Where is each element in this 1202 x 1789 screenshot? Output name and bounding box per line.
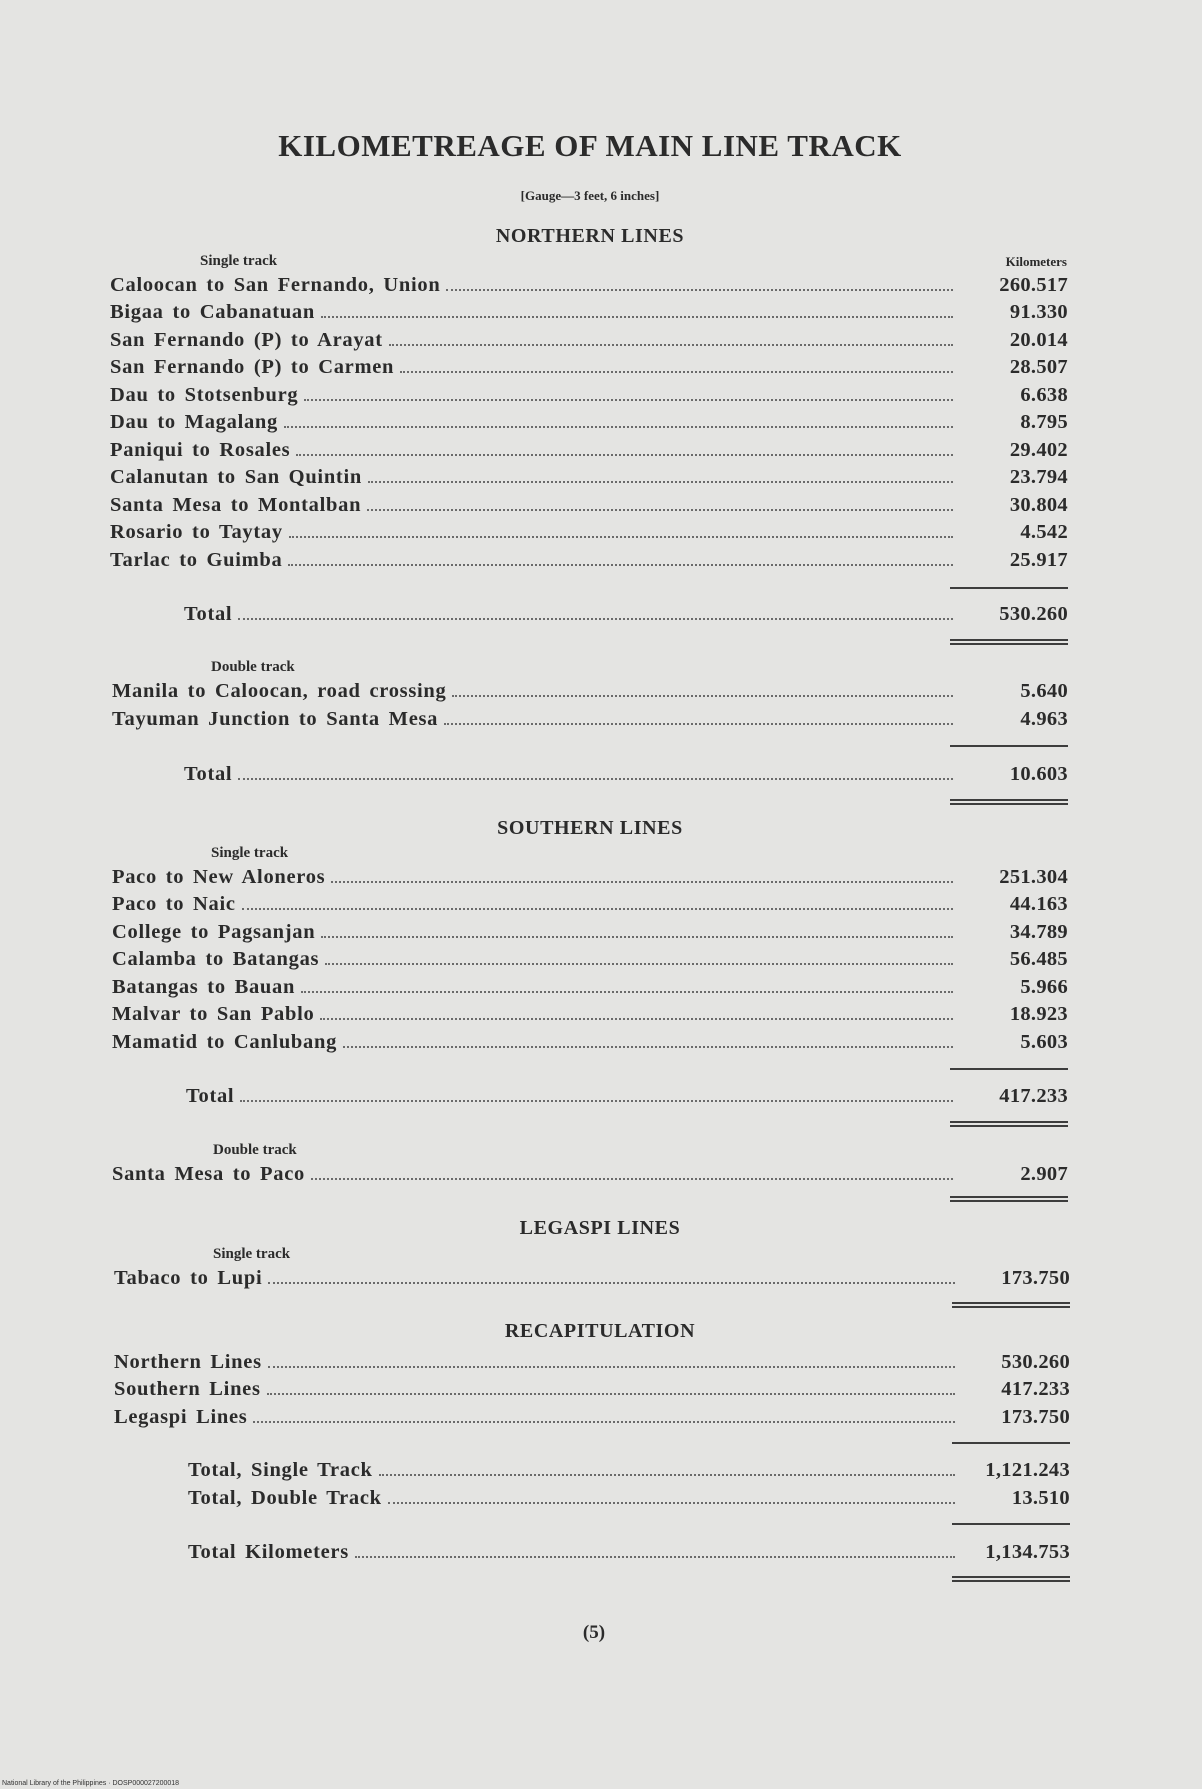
scan-credit: National Library of the Philippines · DOSP000027200018 (2, 1780, 180, 1787)
subtotal-rule (950, 745, 1068, 747)
total-double-rule (952, 1576, 1070, 1582)
total-row: Total, Single Track 1,121.243 (188, 1459, 1070, 1481)
total-row: Total 417.233 (186, 1085, 1068, 1107)
table-row: San Fernando (P) to Carmen 28.507 (110, 356, 1068, 378)
table-row: Paco to New Aloneros 251.304 (112, 866, 1068, 888)
northern-double-label: Double track (211, 659, 295, 675)
table-row: Mamatid to Canlubang 5.603 (112, 1031, 1068, 1053)
total-double-rule (950, 799, 1068, 805)
total-row: Total 10.603 (184, 763, 1068, 785)
total-double-rule (950, 639, 1068, 645)
northern-single-label: Single track (200, 253, 278, 269)
total-double-rule (952, 1302, 1070, 1308)
table-row: Tarlac to Guimba 25.917 (110, 549, 1068, 571)
table-row: Santa Mesa to Montalban 30.804 (110, 494, 1068, 516)
table-row: Northern Lines 530.260 (114, 1351, 1070, 1373)
page-title: KILOMETREAGE OF MAIN LINE TRACK (278, 128, 902, 163)
table-row: Southern Lines 417.233 (114, 1378, 1070, 1400)
table-row: Dau to Stotsenburg 6.638 (110, 384, 1068, 406)
subtotal-rule (950, 1068, 1068, 1070)
table-row: Legaspi Lines 173.750 (114, 1406, 1070, 1428)
recapitulation-heading: RECAPITULATION (504, 1320, 696, 1342)
subtotal-rule (952, 1442, 1070, 1444)
table-row: Calamba to Batangas 56.485 (112, 948, 1068, 970)
legaspi-single-label: Single track (213, 1246, 291, 1262)
total-double-rule (950, 1196, 1068, 1202)
northern-lines-heading: NORTHERN LINES (495, 225, 685, 247)
southern-double-label: Double track (213, 1142, 297, 1158)
table-row: San Fernando (P) to Arayat 20.014 (110, 329, 1068, 351)
table-row: Batangas to Bauan 5.966 (112, 976, 1068, 998)
table-row: Calanutan to San Quintin 23.794 (110, 466, 1068, 488)
grand-total-row: Total Kilometers 1,134.753 (188, 1541, 1070, 1563)
subtotal-rule (952, 1523, 1070, 1525)
table-row: Malvar to San Pablo 18.923 (112, 1003, 1068, 1025)
subtotal-rule (950, 587, 1068, 589)
southern-lines-heading: SOUTHERN LINES (497, 817, 683, 839)
table-row: Dau to Magalang 8.795 (110, 411, 1068, 433)
total-row: Total 530.260 (184, 603, 1068, 625)
southern-single-label: Single track (211, 845, 289, 861)
legaspi-lines-heading: LEGASPI LINES (519, 1217, 681, 1239)
table-row: Manila to Caloocan, road crossing 5.640 (112, 680, 1068, 702)
table-row: Tabaco to Lupi 173.750 (114, 1267, 1070, 1289)
table-row: College to Pagsanjan 34.789 (112, 921, 1068, 943)
kilometers-column-header: Kilometers (1005, 254, 1067, 269)
total-row: Total, Double Track 13.510 (188, 1487, 1070, 1509)
page-number: (5) (582, 1622, 606, 1643)
table-row: Santa Mesa to Paco 2.907 (112, 1163, 1068, 1185)
table-row: Caloocan to San Fernando, Union 260.517 (110, 274, 1068, 296)
table-row: Rosario to Taytay 4.542 (110, 521, 1068, 543)
table-row: Tayuman Junction to Santa Mesa 4.963 (112, 708, 1068, 730)
table-row: Paco to Naic 44.163 (112, 893, 1068, 915)
table-row: Paniqui to Rosales 29.402 (110, 439, 1068, 461)
table-row: Bigaa to Cabanatuan 91.330 (110, 301, 1068, 323)
total-double-rule (950, 1121, 1068, 1127)
gauge-note: [Gauge—3 feet, 6 inches] (520, 188, 660, 203)
